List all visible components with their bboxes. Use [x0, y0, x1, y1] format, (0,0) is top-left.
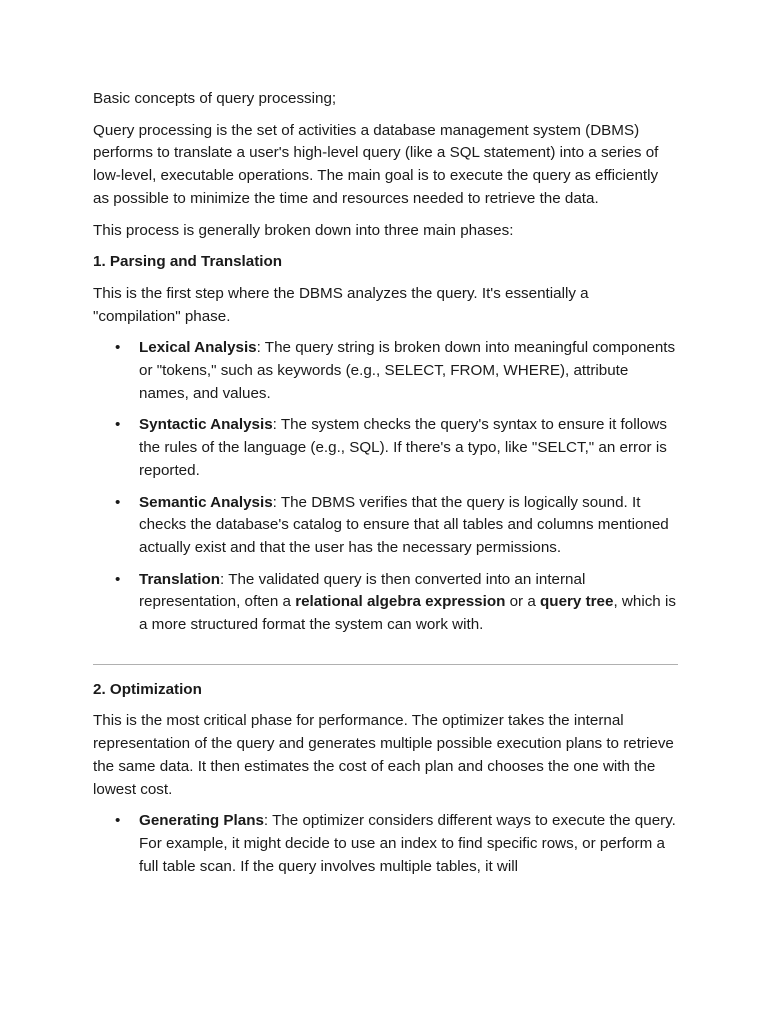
section-heading-parsing: 1. Parsing and Translation	[93, 253, 283, 271]
document-title: Basic concepts of query processing;	[93, 90, 337, 107]
term-lexical-analysis: Lexical Analysis	[139, 339, 257, 357]
intro-paragraph: Query processing is the set of activities a database management system (DBMS) performs to translate a user's high-level query (like a SQL statement) into a series of low-level, executable operations. The main goal is to execute the query as efficiently as possible to minimize the time and resources needed to retrieve the data.	[93, 121, 659, 207]
list-item-syntactic	[93, 414, 678, 482]
bullet-icon: •	[115, 493, 121, 511]
optimization-steps-list	[93, 810, 678, 878]
parsing-steps-list	[93, 337, 678, 636]
list-item-translation	[93, 569, 678, 637]
term-translation: Translation	[139, 570, 221, 588]
desc-generating-plans: : The optimizer considers different ways to execute the query. For example, it might decide to use an index to find specific rows, or perform a full table scan. If the query involves multiple tables, it will	[139, 812, 676, 875]
phases-intro-paragraph: This process is generally broken down into three main phases:	[93, 221, 514, 239]
document-page	[93, 88, 678, 887]
term-syntactic-analysis: Syntactic Analysis	[139, 416, 273, 434]
desc-translation-c: , which is a more structured format the system can work with.	[139, 593, 676, 634]
bullet-icon: •	[115, 416, 121, 434]
desc-syntactic-analysis: : The system checks the query's syntax to ensure it follows the rules of the language (e.g., SQL). If there's a typo, like "SELCT," an error is reported.	[139, 416, 667, 479]
list-item-lexical	[93, 337, 678, 405]
section-heading-optimization: 2. Optimization	[93, 680, 202, 698]
desc-semantic-analysis: : The DBMS verifies that the query is logically sound. It checks the database's catalog to ensure that all tables and columns mentioned actually exist and that the user has the necessary permissions.	[139, 493, 669, 556]
term-query-tree: query tree	[540, 593, 614, 611]
section-description-parsing: This is the first step where the DBMS analyzes the query. It's essentially a "compilation" phase.	[93, 284, 589, 325]
term-generating-plans: Generating Plans	[139, 812, 264, 830]
desc-translation-b: or a	[505, 593, 541, 611]
section-divider	[93, 664, 678, 665]
desc-lexical-analysis: : The query string is broken down into meaningful components or "tokens," such as keywords (e.g., SELECT, FROM, WHERE), attribute names, and values.	[139, 339, 676, 402]
bullet-icon: •	[115, 570, 121, 588]
bullet-icon: •	[115, 339, 121, 357]
term-relational-algebra: relational algebra expression	[295, 593, 506, 611]
section-description-optimization: This is the most critical phase for performance. The optimizer takes the internal representation of the query and generates multiple possible execution plans to retrieve the same data. It then estimates the cost of each plan and chooses the one with the lowest cost.	[93, 712, 674, 798]
term-semantic-analysis: Semantic Analysis	[139, 493, 273, 511]
desc-translation-a: : The validated query is then converted into an internal representation, often a	[139, 570, 586, 611]
bullet-icon: •	[115, 812, 121, 830]
list-item-semantic	[93, 492, 678, 560]
list-item-generating-plans	[93, 810, 678, 878]
